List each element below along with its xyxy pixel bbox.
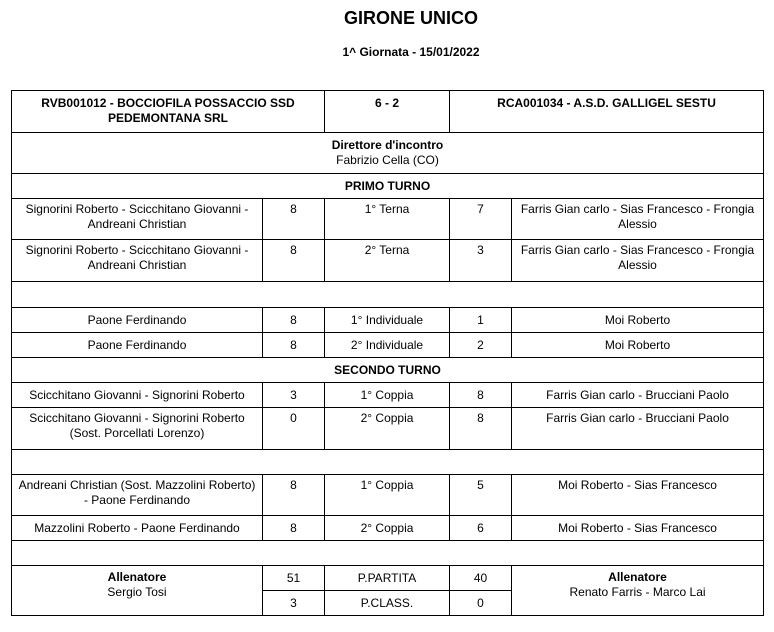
match-header-row (12, 91, 764, 133)
away-score: 1 (450, 308, 512, 333)
home-partita-points: 51 (263, 566, 325, 591)
home-players: Mazzolini Roberto - Paone Ferdinando (12, 516, 263, 541)
home-coach-label: Allenatore (107, 570, 167, 584)
home-players: Paone Ferdinando (12, 333, 263, 358)
partita-label: P.PARTITA (325, 566, 450, 591)
spacer-row (12, 282, 764, 308)
away-score: 2 (450, 333, 512, 358)
home-coach-name: Sergio Tosi (107, 585, 167, 599)
table-row (12, 516, 764, 541)
table-row (12, 408, 764, 450)
table-row (12, 383, 764, 408)
spacer-cell (12, 541, 764, 566)
director-row (12, 133, 764, 174)
home-score: 8 (263, 516, 325, 541)
home-players: Andreani Christian (Sost. Mazzolini Roberto) - Paone Ferdinando (12, 475, 263, 516)
home-players: Scicchitano Giovanni - Signorini Roberto (Sost. Porcellati Lorenzo) (12, 408, 263, 450)
game-type: 1° Coppia (325, 383, 450, 408)
away-coach-name: Renato Farris - Marco Lai (569, 585, 706, 599)
table-row (12, 240, 764, 282)
away-players: Moi Roberto - Sias Francesco (512, 516, 764, 541)
away-partita-points: 40 (450, 566, 512, 591)
home-players: Paone Ferdinando (12, 308, 263, 333)
primo-turno-label: PRIMO TURNO (12, 174, 764, 199)
match-report-table (11, 90, 764, 616)
home-score: 8 (263, 308, 325, 333)
game-type: 2° Coppia (325, 516, 450, 541)
director-name: Fabrizio Cella (CO) (336, 153, 439, 167)
secondo-turno-label: SECONDO TURNO (12, 358, 764, 383)
director-label: Direttore d'incontro (331, 138, 444, 152)
page-subtitle: 1^ Giornata - 15/01/2022 (342, 45, 480, 59)
away-score: 8 (450, 408, 512, 450)
page-title: GIRONE UNICO (343, 8, 478, 28)
away-score: 5 (450, 475, 512, 516)
away-coach-label: Allenatore (608, 570, 667, 584)
home-team-name: RVB001012 - BOCCIOFILA POSSACCIO SSD PEDEMONTANA SRL (12, 91, 325, 133)
away-score: 3 (450, 240, 512, 282)
away-players: Moi Roberto (512, 308, 764, 333)
match-score: 6 - 2 (325, 91, 450, 133)
game-type: 2° Terna (325, 240, 450, 282)
home-score: 8 (263, 199, 325, 240)
home-score: 8 (263, 333, 325, 358)
away-class-points: 0 (450, 591, 512, 616)
table-row (12, 333, 764, 358)
away-coach-cell (512, 566, 764, 616)
spacer-cell (12, 282, 764, 308)
game-type: 2° Individuale (325, 333, 450, 358)
home-players: Signorini Roberto - Scicchitano Giovanni - Andreani Christian (12, 199, 263, 240)
away-players: Farris Gian carlo - Brucciani Paolo (512, 408, 764, 450)
spacer-row (12, 541, 764, 566)
home-score: 8 (263, 475, 325, 516)
director-cell (12, 133, 764, 174)
away-score: 8 (450, 383, 512, 408)
table-row (12, 475, 764, 516)
spacer-row (12, 450, 764, 475)
home-players: Signorini Roberto - Scicchitano Giovanni - Andreani Christian (12, 240, 263, 282)
home-score: 3 (263, 383, 325, 408)
table-row (12, 308, 764, 333)
secondo-turno-header-row (12, 358, 764, 383)
away-players: Farris Gian carlo - Sias Francesco - Frongia Alessio (512, 199, 764, 240)
home-players: Scicchitano Giovanni - Signorini Roberto (12, 383, 263, 408)
game-type: 1° Individuale (325, 308, 450, 333)
away-players: Moi Roberto (512, 333, 764, 358)
away-players: Farris Gian carlo - Brucciani Paolo (512, 383, 764, 408)
primo-turno-header-row (12, 174, 764, 199)
home-coach-cell (12, 566, 263, 616)
away-players: Farris Gian carlo - Sias Francesco - Frongia Alessio (512, 240, 764, 282)
home-score: 8 (263, 240, 325, 282)
game-type: 2° Coppia (325, 408, 450, 450)
home-class-points: 3 (263, 591, 325, 616)
away-score: 7 (450, 199, 512, 240)
away-players: Moi Roberto - Sias Francesco (512, 475, 764, 516)
home-score: 0 (263, 408, 325, 450)
table-row (12, 199, 764, 240)
spacer-cell (12, 450, 764, 475)
class-label: P.CLASS. (325, 591, 450, 616)
footer-row-partita (12, 566, 764, 591)
away-score: 6 (450, 516, 512, 541)
game-type: 1° Terna (325, 199, 450, 240)
game-type: 1° Coppia (325, 475, 450, 516)
away-team-name: RCA001034 - A.S.D. GALLIGEL SESTU (450, 91, 764, 133)
